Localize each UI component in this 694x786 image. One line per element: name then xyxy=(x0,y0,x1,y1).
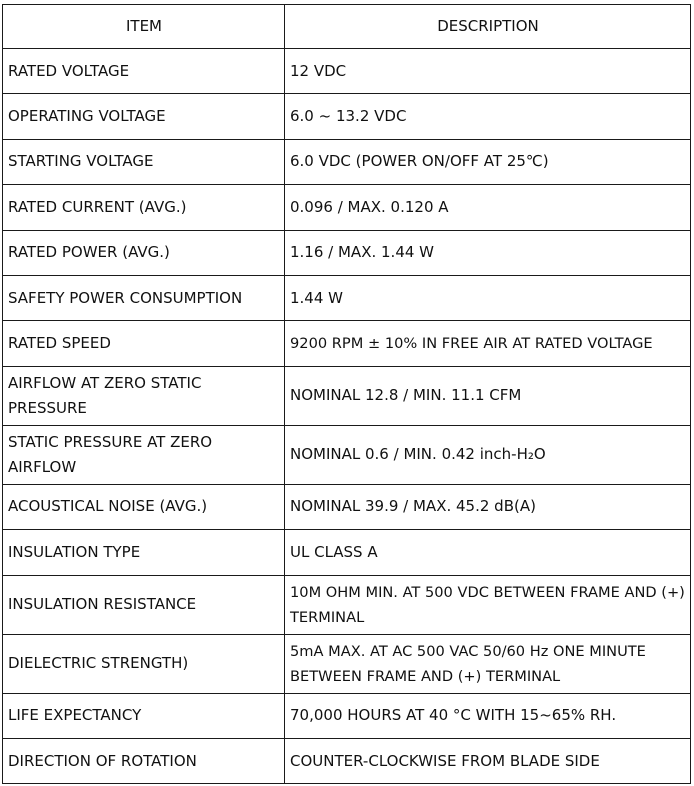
table-row xyxy=(3,366,691,425)
row-item: OPERATING VOLTAGE xyxy=(3,94,285,139)
row-description: 0.096 / MAX. 0.120 A xyxy=(285,185,691,230)
table-row xyxy=(3,575,691,634)
row-item: RATED CURRENT (AVG.) xyxy=(3,185,285,230)
table-row xyxy=(3,275,691,320)
row-item: SAFETY POWER CONSUMPTION xyxy=(3,275,285,320)
row-item: STATIC PRESSURE AT ZERO AIRFLOW xyxy=(3,425,285,484)
row-item: AIRFLOW AT ZERO STATIC PRESSURE xyxy=(3,366,285,425)
table-row xyxy=(3,484,691,529)
row-item: ACOUSTICAL NOISE (AVG.) xyxy=(3,484,285,529)
table-row xyxy=(3,634,691,693)
row-item: INSULATION TYPE xyxy=(3,530,285,575)
table-row xyxy=(3,230,691,275)
row-description: NOMINAL 39.9 / MAX. 45.2 dB(A) xyxy=(285,484,691,529)
row-item: DIELECTRIC STRENGTH) xyxy=(3,634,285,693)
row-item: RATED POWER (AVG.) xyxy=(3,230,285,275)
row-description: 9200 RPM ± 10% IN FREE AIR AT RATED VOLTAGE xyxy=(285,321,691,366)
row-description: COUNTER-CLOCKWISE FROM BLADE SIDE xyxy=(285,738,691,783)
row-description: 12 VDC xyxy=(285,49,691,94)
row-description: NOMINAL 12.8 / MIN. 11.1 CFM xyxy=(285,366,691,425)
table-row xyxy=(3,139,691,184)
table-row xyxy=(3,321,691,366)
row-description: 6.0 VDC (POWER ON/OFF AT 25℃) xyxy=(285,139,691,184)
table-row xyxy=(3,693,691,738)
row-item: INSULATION RESISTANCE xyxy=(3,575,285,634)
row-description: 1.16 / MAX. 1.44 W xyxy=(285,230,691,275)
row-description: 1.44 W xyxy=(285,275,691,320)
table-row xyxy=(3,425,691,484)
header-description: DESCRIPTION xyxy=(285,5,691,49)
table-row xyxy=(3,738,691,783)
table-row xyxy=(3,94,691,139)
row-description: NOMINAL 0.6 / MIN. 0.42 inch-H₂O xyxy=(285,425,691,484)
row-description: 70,000 HOURS AT 40 °C WITH 15~65% RH. xyxy=(285,693,691,738)
row-description: 6.0 ~ 13.2 VDC xyxy=(285,94,691,139)
row-item: RATED SPEED xyxy=(3,321,285,366)
row-description: 10M OHM MIN. AT 500 VDC BETWEEN FRAME AND (+) TERMINAL xyxy=(285,575,691,634)
table-row xyxy=(3,185,691,230)
spec-table xyxy=(2,4,691,784)
row-item: LIFE EXPECTANCY xyxy=(3,693,285,738)
row-item: DIRECTION OF ROTATION xyxy=(3,738,285,783)
table-row xyxy=(3,49,691,94)
table-header-row xyxy=(3,5,691,49)
row-description: 5mA MAX. AT AC 500 VAC 50/60 Hz ONE MINUTE BETWEEN FRAME AND (+) TERMINAL xyxy=(285,634,691,693)
row-item: RATED VOLTAGE xyxy=(3,49,285,94)
header-item: ITEM xyxy=(3,5,285,49)
row-item: STARTING VOLTAGE xyxy=(3,139,285,184)
table-row xyxy=(3,530,691,575)
row-description: UL CLASS A xyxy=(285,530,691,575)
